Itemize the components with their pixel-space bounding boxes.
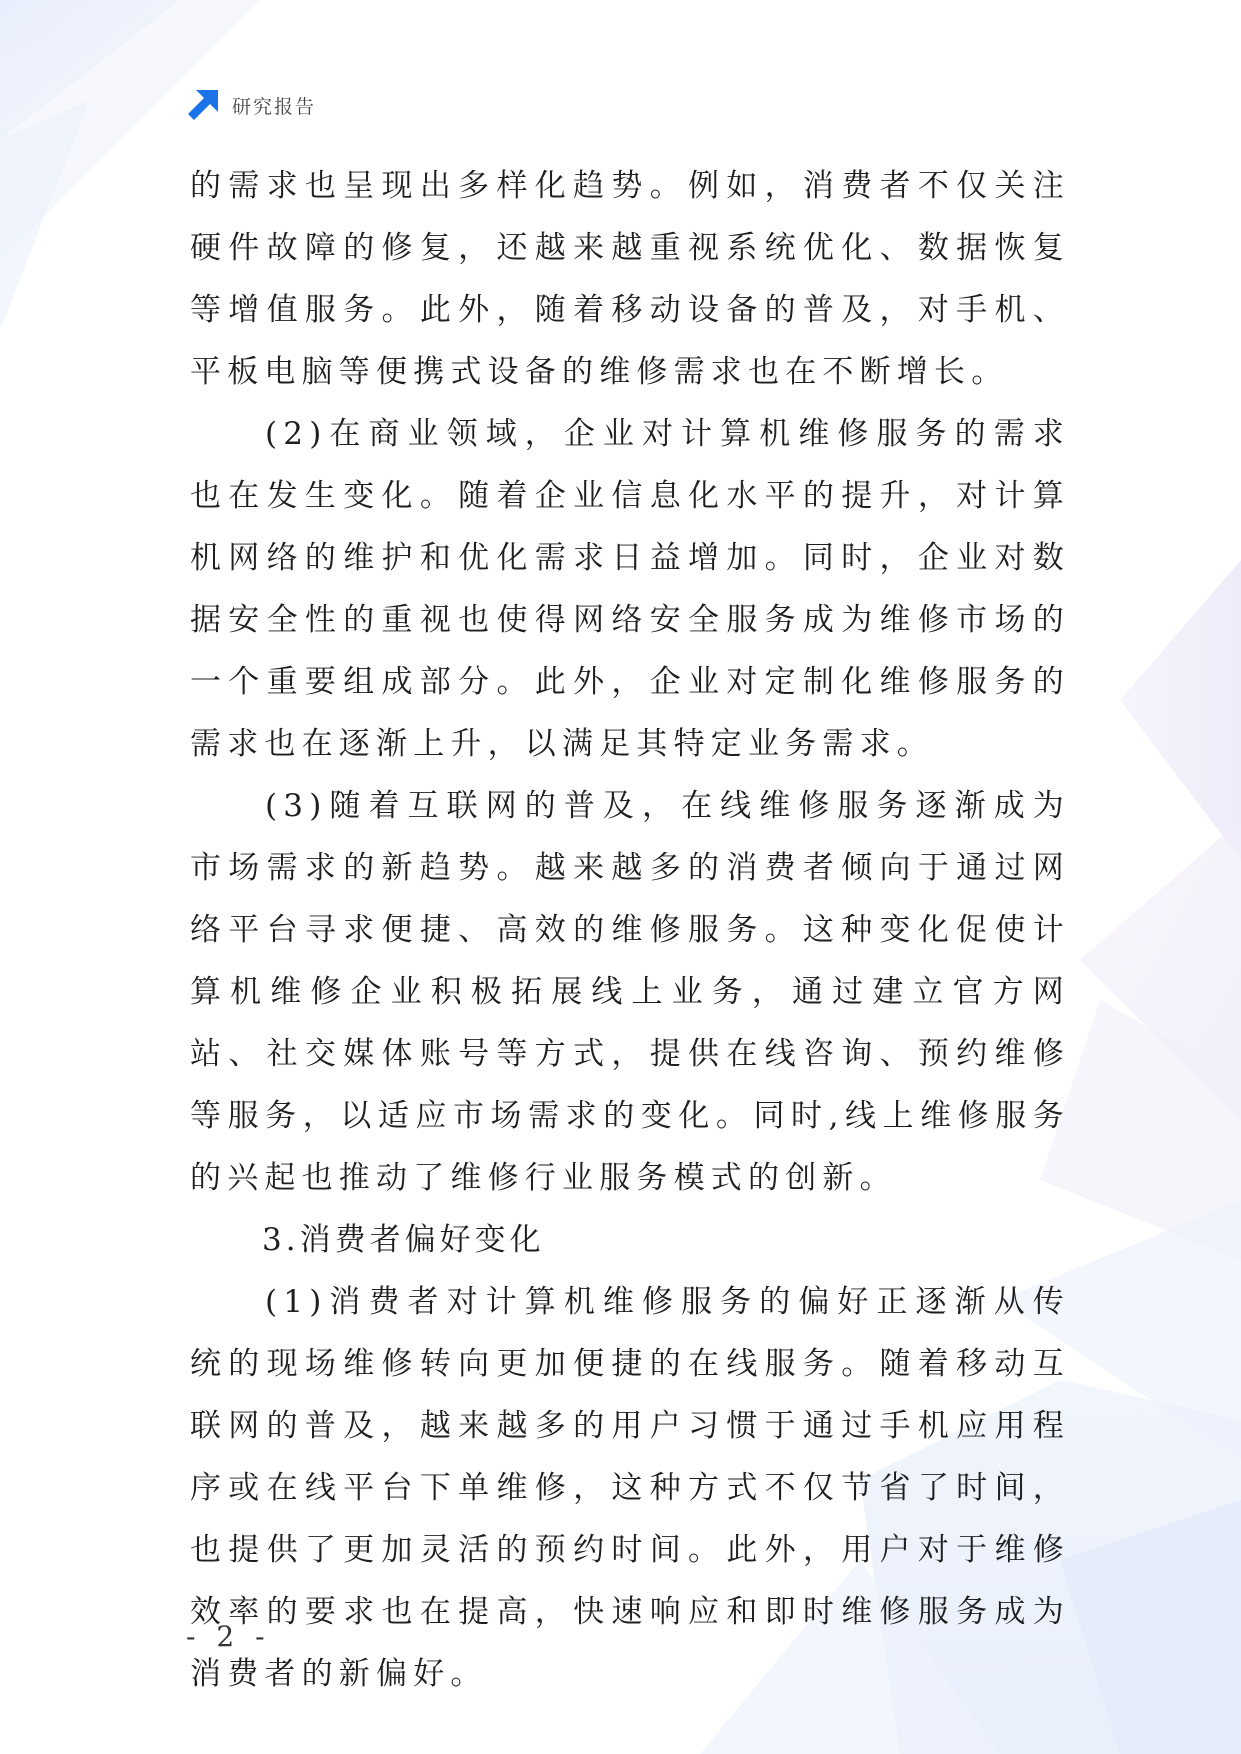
report-header bbox=[186, 88, 316, 122]
document-body bbox=[190, 155, 1070, 1705]
header-title: 研究报告 bbox=[232, 95, 317, 118]
arrow-up-right-icon bbox=[186, 88, 220, 122]
paragraph-4: (1)消费者对计算机维修服务的偏好正逐渐从传统的现场维修转向更加便捷的在线服务。随着移动互联网的普及，越来越多的用户习惯于通过手机应用程序或在线平台下单维修，这种方式不仅节省了时间，也提供了更加灵活的预约时间。此外，用户对于维修效率的要求也在提高，快速响应和即时维修服务成为消费者的新偏好。 bbox=[190, 1284, 1070, 1692]
paragraph-3: (3)随着互联网的普及，在线维修服务逐渐成为市场需求的新趋势。越来越多的消费者倾向于通过网络平台寻求便捷、高效的维修服务。这种变化促使计算机维修企业积极拓展线上业务，通过建立官方网站、社交媒体账号等方式，提供在线咨询、预约维修等服务，以适应市场需求的变化。同时,线上维修服务的兴起也推动了维修行业服务模式的创新。 bbox=[190, 788, 1070, 1196]
page-number: - 2 - bbox=[186, 1620, 271, 1653]
paragraph-2: (2)在商业领域，企业对计算机维修服务的需求也在发生变化。随着企业信息化水平的提升，对计算机网络的维护和优化需求日益增加。同时，企业对数据安全性的重视也使得网络安全服务成为维修市场的一个重要组成部分。此外，企业对定制化维修服务的需求也在逐渐上升，以满足其特定业务需求。 bbox=[190, 416, 1070, 762]
section-heading: 3.消费者偏好变化 bbox=[262, 1222, 545, 1258]
paragraph-1: 的需求也呈现出多样化趋势。例如，消费者不仅关注硬件故障的修复，还越来越重视系统优化、数据恢复等增值服务。此外，随着移动设备的普及，对手机、平板电脑等便携式设备的维修需求也在不断增长。 bbox=[190, 168, 1070, 390]
